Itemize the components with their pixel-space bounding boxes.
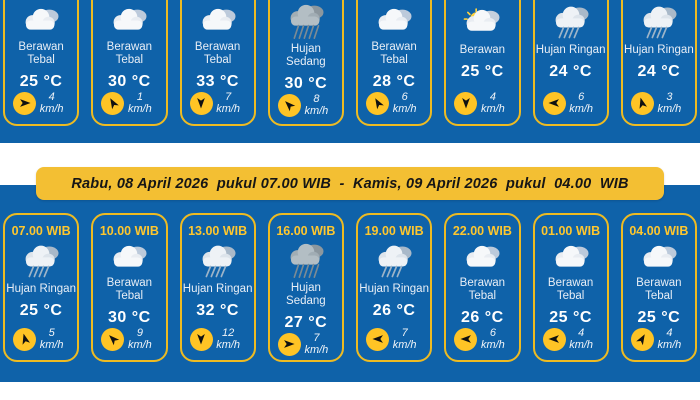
condition-label: Berawan Tebal xyxy=(636,276,682,302)
wind-speed-value: 6 km/h xyxy=(569,91,594,115)
forecast-card xyxy=(444,213,520,362)
wind-row xyxy=(278,93,334,117)
condition-label: Hujan Ringan xyxy=(6,283,76,295)
temperature-value: 25 °C xyxy=(19,302,63,320)
forecast-card xyxy=(444,0,520,126)
wind-speed-value: 1 km/h xyxy=(127,91,152,115)
time-label: 04.00 WIB xyxy=(629,224,689,238)
forecast-card xyxy=(91,213,167,362)
forecast-card xyxy=(91,0,167,126)
temperature-value: 30 °C xyxy=(108,73,151,90)
condition-label: Hujan Ringan xyxy=(182,283,253,295)
wind-direction-icon xyxy=(278,94,301,117)
temperature-value: 25 °C xyxy=(549,309,592,326)
temperature-value: 27 °C xyxy=(284,314,328,332)
weather-icon-cloudy xyxy=(374,3,414,38)
wind-row xyxy=(631,91,687,115)
wind-direction-icon xyxy=(13,328,36,351)
wind-speed-value: 7 km/h xyxy=(216,91,241,115)
forecast-card xyxy=(268,0,344,126)
weather-icon-cloudy xyxy=(198,3,238,38)
condition-label: Berawan Tebal xyxy=(459,276,506,302)
temperature-value: 24 °C xyxy=(549,63,592,81)
wind-row xyxy=(13,91,69,115)
wind-speed-value: 4 km/h xyxy=(480,91,505,115)
forecast-card xyxy=(356,0,432,126)
condition-label: Hujan Sedang xyxy=(286,282,326,308)
wind-speed-value: 9 km/h xyxy=(127,327,152,351)
wind-direction-icon xyxy=(631,92,654,115)
time-label: 01.00 WIB xyxy=(541,224,601,238)
wind-row xyxy=(366,91,422,115)
wind-row xyxy=(101,327,157,351)
condition-label: Hujan Ringan xyxy=(535,44,606,56)
temperature-value: 25 °C xyxy=(19,73,63,90)
weather-icon-cloudy xyxy=(109,3,149,38)
temperature-value: 25 °C xyxy=(461,63,504,81)
wind-row xyxy=(454,327,510,351)
forecast-card xyxy=(621,0,697,126)
wind-direction-icon xyxy=(454,328,477,351)
wind-row xyxy=(101,91,157,115)
weather-icon-cloudy xyxy=(21,3,61,38)
wind-row xyxy=(543,91,599,115)
weather-icon-rain-heavy xyxy=(286,3,326,40)
weather-icon-rain-light xyxy=(21,242,61,280)
forecast-card xyxy=(180,213,256,362)
wind-speed-value: 3 km/h xyxy=(657,91,682,115)
wind-direction-icon xyxy=(101,328,124,351)
wind-speed-value: 8 km/h xyxy=(304,93,329,118)
wind-speed-value: 4 km/h xyxy=(657,327,682,351)
wind-direction-icon xyxy=(278,333,301,356)
wind-row xyxy=(13,327,69,351)
condition-label: Berawan Tebal xyxy=(106,40,153,66)
time-label: 16.00 WIB xyxy=(276,224,336,238)
condition-label: Berawan Tebal xyxy=(18,40,64,66)
temperature-value: 26 °C xyxy=(372,302,416,320)
wind-direction-icon xyxy=(366,328,389,351)
forecast-card xyxy=(3,0,79,126)
date-range-text: Rabu, 08 April 2026 pukul 07.00 WIB - Kamis, 09 April 2026 pukul 04.00 WIB xyxy=(71,175,629,192)
temperature-value: 24 °C xyxy=(637,63,681,81)
time-label: 13.00 WIB xyxy=(188,224,248,238)
temperature-value: 30 °C xyxy=(284,75,328,93)
condition-label: Berawan xyxy=(459,44,506,56)
forecast-cards-bottom xyxy=(3,213,697,362)
forecast-card xyxy=(621,213,697,362)
wind-speed-value: 6 km/h xyxy=(480,327,505,351)
wind-direction-icon xyxy=(543,328,566,351)
weather-icon-rain-light xyxy=(551,3,591,41)
wind-direction-icon xyxy=(454,92,477,115)
weather-icon-rain-light xyxy=(639,3,679,41)
weather-icon-cloudy xyxy=(109,242,149,274)
forecast-card xyxy=(356,213,432,362)
temperature-value: 33 °C xyxy=(196,73,239,90)
temperature-value: 32 °C xyxy=(196,302,239,320)
weather-icon-cloudy xyxy=(462,242,502,274)
temperature-value: 28 °C xyxy=(372,73,416,90)
wind-speed-value: 4 km/h xyxy=(39,91,64,115)
weather-icon-rain-light xyxy=(198,242,238,280)
forecast-row-bottom-section xyxy=(0,185,700,382)
weather-icon-rain-light xyxy=(374,242,414,280)
wind-speed-value: 7 km/h xyxy=(392,327,417,351)
forecast-cards-top xyxy=(3,0,697,126)
temperature-value: 30 °C xyxy=(108,309,151,326)
wind-direction-icon xyxy=(543,92,566,115)
wind-direction-icon xyxy=(13,92,36,115)
wind-speed-value: 6 km/h xyxy=(392,91,417,115)
wind-direction-icon xyxy=(101,92,124,115)
weather-icon-cloudy xyxy=(639,242,679,274)
condition-label: Berawan Tebal xyxy=(547,276,594,302)
condition-label: Berawan Tebal xyxy=(106,276,153,302)
time-label: 19.00 WIB xyxy=(364,224,424,238)
wind-speed-value: 4 km/h xyxy=(569,327,594,351)
temperature-value: 25 °C xyxy=(637,309,681,326)
weather-icon-cloudy xyxy=(551,242,591,274)
condition-label: Hujan Ringan xyxy=(359,283,429,295)
wind-row xyxy=(631,327,687,351)
forecast-row-top-section xyxy=(0,0,700,143)
wind-direction-icon xyxy=(366,92,389,115)
wind-speed-value: 7 km/h xyxy=(304,332,329,357)
wind-direction-icon xyxy=(190,92,213,115)
wind-speed-value: 5 km/h xyxy=(39,327,64,351)
wind-speed-value: 12 km/h xyxy=(216,327,241,351)
condition-label: Berawan Tebal xyxy=(194,40,241,66)
wind-row xyxy=(543,327,599,351)
condition-label: Berawan Tebal xyxy=(371,40,417,66)
wind-row xyxy=(190,91,246,115)
wind-direction-icon xyxy=(190,328,213,351)
condition-label: Hujan Sedang xyxy=(286,43,326,69)
temperature-value: 26 °C xyxy=(461,309,504,326)
time-label: 10.00 WIB xyxy=(99,224,159,238)
weather-icon-partly-cloudy xyxy=(462,3,502,41)
forecast-card xyxy=(533,213,609,362)
wind-row xyxy=(190,327,246,351)
condition-label: Hujan Ringan xyxy=(624,44,694,56)
wind-row xyxy=(454,91,510,115)
forecast-card xyxy=(3,213,79,362)
date-range-banner xyxy=(36,167,664,200)
wind-row xyxy=(366,327,422,351)
time-label: 22.00 WIB xyxy=(452,224,512,238)
wind-row xyxy=(278,332,334,356)
time-label: 07.00 WIB xyxy=(11,224,71,238)
forecast-card xyxy=(268,213,344,362)
wind-direction-icon xyxy=(631,328,654,351)
forecast-card xyxy=(533,0,609,126)
weather-icon-rain-heavy xyxy=(286,242,326,279)
forecast-card xyxy=(180,0,256,126)
